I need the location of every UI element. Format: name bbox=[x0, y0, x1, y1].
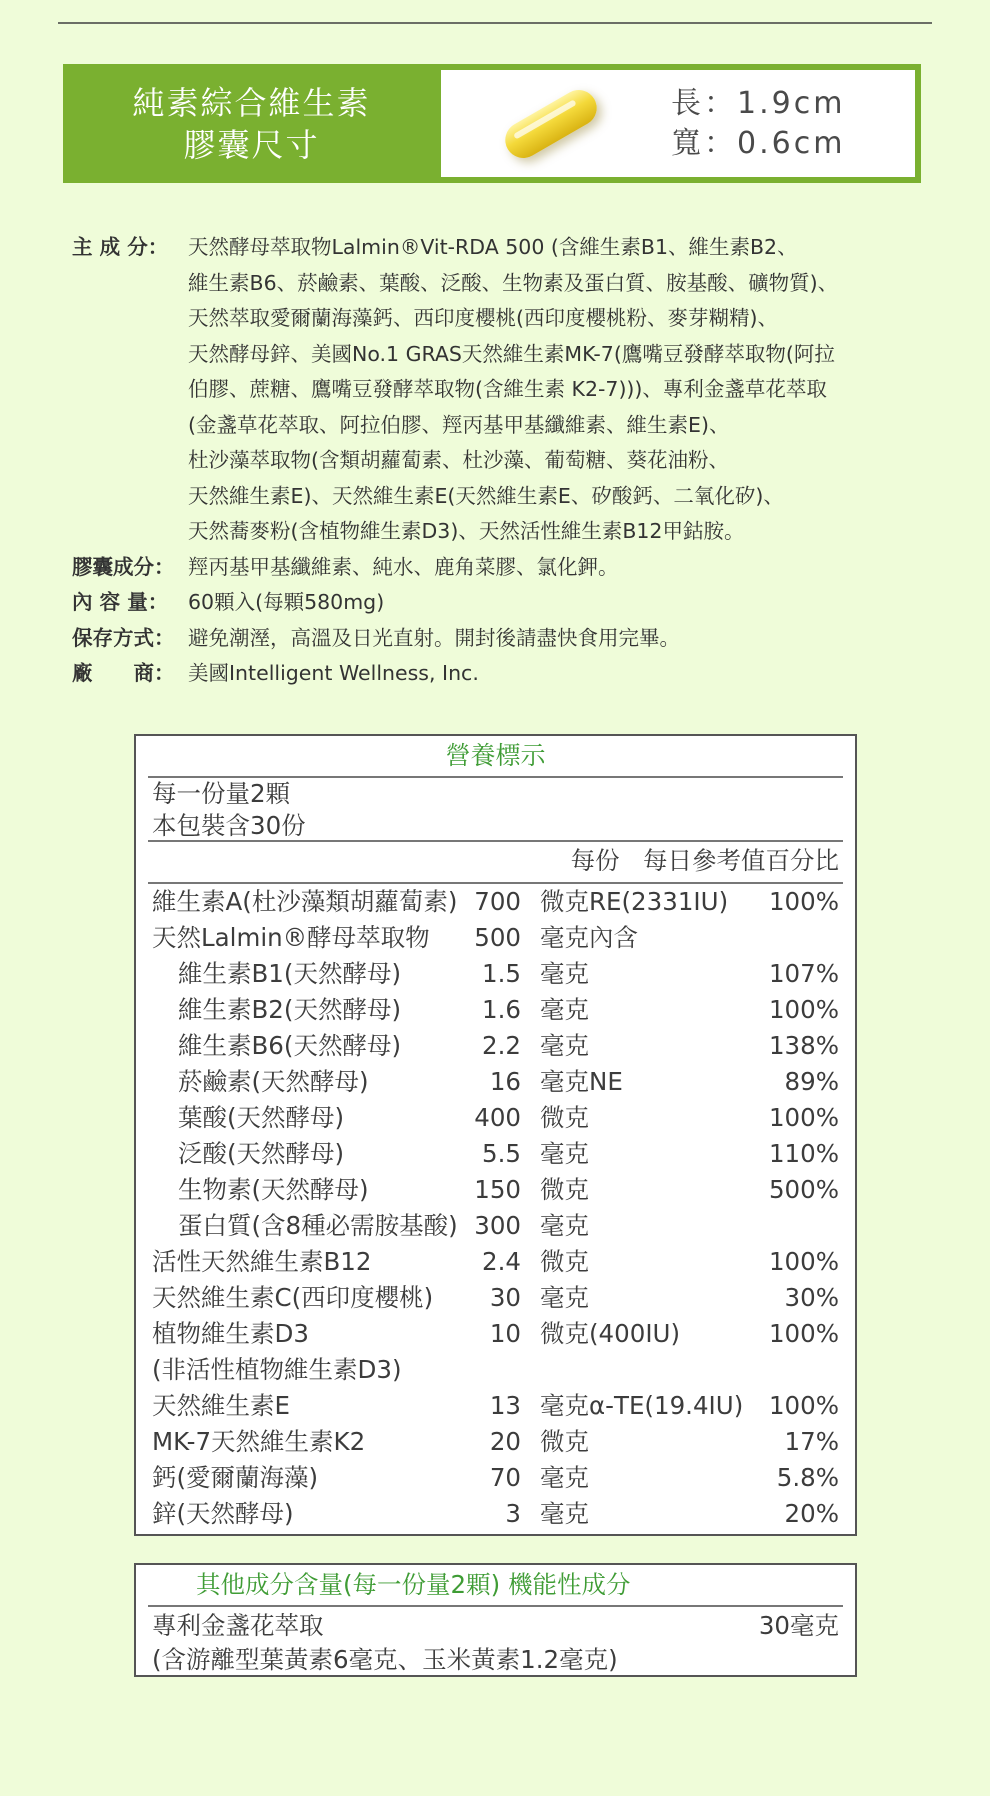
ingredients-line: 伯膠、蔗糖、鷹嘴豆發酵萃取物(含維生素 K2-7)))、專利金盞草花萃取 bbox=[188, 377, 827, 401]
ingredient-amount: 30毫克 bbox=[758, 1611, 839, 1640]
table-row bbox=[152, 1388, 839, 1424]
table-row bbox=[152, 1064, 839, 1100]
ingredients-line: 天然維生素E)、天然維生素E(天然維生素E、矽酸鈣、二氧化矽)、 bbox=[188, 483, 784, 508]
nutrient-name: 泛酸(天然酵母) bbox=[178, 1139, 345, 1168]
nutrient-unit: 毫克 bbox=[540, 1031, 589, 1060]
capsule-size-panel bbox=[441, 70, 915, 177]
nutrient-unit: 毫克 bbox=[540, 959, 589, 988]
table-row bbox=[152, 956, 839, 992]
table-row bbox=[152, 1172, 839, 1208]
banner-title bbox=[63, 64, 440, 183]
spec-label: 膠囊成分： bbox=[72, 554, 175, 579]
nutrient-name: 蛋白質(含8種必需胺基酸) bbox=[178, 1211, 458, 1240]
serving-info bbox=[152, 778, 306, 842]
table-row bbox=[152, 1316, 839, 1352]
table-row bbox=[152, 1136, 839, 1172]
spec-content bbox=[72, 585, 952, 621]
col-per-serving: 每份 bbox=[570, 846, 620, 875]
nutrient-unit: 毫克 bbox=[540, 995, 589, 1024]
ingredients-line: (金盞草花萃取、阿拉伯膠、羥丙基甲基纖維素、維生素E)、 bbox=[188, 412, 730, 437]
nutrient-amount: 10 bbox=[489, 1319, 521, 1348]
nutrient-name: 活性天然維生素B12 bbox=[152, 1247, 372, 1276]
product-spec bbox=[72, 230, 952, 692]
nutrient-unit: 毫克NE bbox=[540, 1067, 623, 1096]
ingredients-line: 維生素B6、菸鹼素、葉酸、泛酸、生物素及蛋白質、胺基酸、礦物質)、 bbox=[188, 270, 839, 295]
spec-label: 內 容 量： bbox=[72, 590, 169, 614]
nutrient-amount: 2.4 bbox=[482, 1247, 521, 1276]
other-title: 其他成分含量(每一份量2顆) 機能性成分 bbox=[196, 1570, 631, 1599]
col-daily-value: 每日參考值百分比 bbox=[643, 846, 839, 875]
nutrient-name: 維生素A(杜沙藻類胡蘿蔔素) bbox=[152, 887, 458, 916]
nutrient-daily-pct: 107% bbox=[768, 959, 839, 988]
capsule-image bbox=[499, 83, 604, 164]
nutrient-unit: 毫克 bbox=[540, 1499, 589, 1528]
table-row bbox=[152, 992, 839, 1028]
nutrient-daily-pct: 100% bbox=[768, 995, 839, 1024]
divider bbox=[148, 1605, 843, 1607]
nutrient-amount: 5.5 bbox=[482, 1139, 521, 1168]
spec-label: 廠 商： bbox=[72, 661, 175, 685]
other-ingredients-table bbox=[134, 1563, 857, 1677]
nutrient-daily-pct: 100% bbox=[768, 1391, 839, 1420]
nutrient-name: 維生素B6(天然酵母) bbox=[178, 1031, 402, 1060]
nutrient-unit: 微克 bbox=[540, 1247, 589, 1276]
table-row bbox=[152, 1496, 839, 1532]
spec-storage bbox=[72, 621, 952, 657]
nutrient-amount: 300 bbox=[474, 1211, 521, 1240]
ingredients-line: 杜沙藻萃取物(含類胡蘿蔔素、杜沙藻、葡萄糖、葵花油粉、 bbox=[188, 448, 729, 472]
spec-capsule bbox=[72, 550, 952, 586]
ingredient-name: 專利金盞花萃取 bbox=[152, 1611, 324, 1640]
nutrient-daily-pct: 89% bbox=[784, 1067, 839, 1096]
banner-title-line2: 膠囊尺寸 bbox=[183, 125, 320, 164]
nutrient-daily-pct: 100% bbox=[768, 1103, 839, 1132]
nutrient-name: 葉酸(天然酵母) bbox=[178, 1103, 345, 1132]
nutrient-name: 植物維生素D3 bbox=[152, 1319, 309, 1348]
nutrient-daily-pct: 20% bbox=[784, 1499, 839, 1528]
nutrient-name: 天然維生素E bbox=[152, 1391, 290, 1420]
nutrient-daily-pct: 110% bbox=[768, 1139, 839, 1168]
table-row bbox=[152, 1424, 839, 1460]
functional-ingredient bbox=[152, 1609, 618, 1677]
nutrient-unit: 毫克內含 bbox=[540, 923, 638, 952]
nutrient-daily-pct: 500% bbox=[768, 1175, 839, 1204]
nutrient-name: 鋅(天然酵母) bbox=[152, 1499, 294, 1528]
table-row bbox=[152, 884, 839, 920]
spec-maker bbox=[72, 656, 952, 692]
nutrient-name: 鈣(愛爾蘭海藻) bbox=[152, 1463, 319, 1492]
table-row bbox=[152, 1208, 839, 1244]
nutrient-rows bbox=[152, 884, 839, 1532]
nutrient-amount: 70 bbox=[489, 1463, 521, 1492]
ingredients-line: 天然酵母鋅、美國No.1 GRAS天然維生素MK-7(鷹嘴豆發酵萃取物(阿拉 bbox=[188, 341, 835, 366]
nutrient-daily-pct: 17% bbox=[784, 1427, 839, 1456]
nutrient-amount: 16 bbox=[489, 1067, 521, 1096]
spec-value bbox=[188, 230, 952, 550]
nutrition-facts-table bbox=[134, 734, 857, 1536]
spec-value: 羥丙基甲基纖維素、純水、鹿角菜膠、氯化鉀。 bbox=[188, 554, 619, 579]
nutrient-amount: 30 bbox=[489, 1283, 521, 1312]
nutrient-name: 天然維生素C(西印度櫻桃) bbox=[152, 1283, 434, 1312]
spec-ingredients bbox=[72, 230, 952, 550]
spec-value: 美國Intelligent Wellness, Inc. bbox=[188, 661, 479, 685]
nutrient-unit: 微克 bbox=[540, 1427, 589, 1456]
ingredients-line: 天然萃取愛爾蘭海藻鈣、西印度櫻桃(西印度櫻桃粉、麥芽糊精)、 bbox=[188, 306, 778, 330]
nutrient-name: 天然Lalmin®酵母萃取物 bbox=[152, 923, 430, 952]
nutrient-daily-pct: 138% bbox=[768, 1031, 839, 1060]
nutrient-amount: 2.2 bbox=[482, 1031, 521, 1060]
table-row bbox=[152, 1244, 839, 1280]
capsule-width: 寬：0.6cm bbox=[671, 126, 846, 161]
table-row bbox=[152, 1100, 839, 1136]
nutrient-unit: 微克 bbox=[540, 1103, 589, 1132]
table-row bbox=[152, 920, 839, 956]
nutrient-unit: 毫克 bbox=[540, 1139, 589, 1168]
top-divider bbox=[58, 22, 932, 24]
table-row bbox=[152, 1280, 839, 1316]
nutrient-daily-pct: 30% bbox=[784, 1283, 839, 1312]
nutrient-amount: 13 bbox=[489, 1391, 521, 1420]
nutrient-amount: 150 bbox=[474, 1175, 521, 1204]
nutrient-amount: 700 bbox=[474, 887, 521, 916]
ingredient-detail: (含游離型葉黃素6毫克、玉米黃素1.2毫克) bbox=[152, 1645, 618, 1674]
spec-value: 60顆入(每顆580mg) bbox=[188, 590, 385, 614]
nutrient-daily-pct: 100% bbox=[768, 1319, 839, 1348]
table-row bbox=[152, 1028, 839, 1064]
nutrient-amount: 3 bbox=[505, 1499, 521, 1528]
capsule-size-banner bbox=[63, 64, 921, 183]
capsule-length: 長：1.9cm bbox=[671, 86, 846, 121]
nutrient-amount: 20 bbox=[489, 1427, 521, 1456]
ingredients-line: 天然酵母萃取物Lalmin®Vit-RDA 500 (含維生素B1、維生素B2、 bbox=[188, 235, 798, 259]
nutrient-name: 生物素(天然酵母) bbox=[178, 1175, 369, 1204]
nutrient-amount: 1.5 bbox=[482, 959, 521, 988]
nutrient-amount: 400 bbox=[474, 1103, 521, 1132]
nutrient-name: 菸鹼素(天然酵母) bbox=[178, 1067, 369, 1096]
nutrient-unit: 微克(400IU) bbox=[540, 1319, 681, 1348]
nutrient-amount: 500 bbox=[474, 923, 521, 952]
nutrient-daily-pct: 5.8% bbox=[776, 1463, 839, 1492]
serving-size: 每一份量2顆 bbox=[152, 779, 291, 808]
nutrient-name: 維生素B1(天然酵母) bbox=[178, 959, 402, 988]
nutrient-unit: 微克RE(2331IU) bbox=[540, 887, 729, 916]
table-row bbox=[152, 1352, 839, 1388]
nutrient-unit: 微克 bbox=[540, 1175, 589, 1204]
nutrient-daily-pct: 100% bbox=[768, 1247, 839, 1276]
nutrient-unit: 毫克α-TE(19.4IU) bbox=[540, 1391, 744, 1420]
servings-per-pack: 本包裝含30份 bbox=[152, 811, 306, 840]
nutrition-title: 營養標示 bbox=[445, 741, 546, 770]
nutrient-daily-pct: 100% bbox=[768, 887, 839, 916]
capsule-dimensions bbox=[671, 84, 845, 164]
nutrient-amount: 1.6 bbox=[482, 995, 521, 1024]
spec-value: 避免潮溼，高溫及日光直射。開封後請盡快食用完畢。 bbox=[188, 625, 680, 650]
column-headers bbox=[571, 840, 839, 882]
table-row bbox=[152, 1460, 839, 1496]
banner-title-line1: 純素綜合維生素 bbox=[132, 83, 371, 122]
nutrient-unit: 毫克 bbox=[540, 1283, 589, 1312]
spec-label: 主 成 分： bbox=[72, 235, 169, 259]
nutrient-name: (非活性植物維生素D3) bbox=[152, 1355, 402, 1384]
nutrient-name: MK-7天然維生素K2 bbox=[152, 1427, 366, 1456]
nutrient-name: 維生素B2(天然酵母) bbox=[178, 995, 402, 1024]
ingredients-line: 天然蕎麥粉(含植物維生素D3)、天然活性維生素B12甲鈷胺。 bbox=[188, 519, 745, 543]
nutrient-unit: 毫克 bbox=[540, 1211, 589, 1240]
nutrient-unit: 毫克 bbox=[540, 1463, 589, 1492]
spec-label: 保存方式： bbox=[72, 625, 175, 650]
